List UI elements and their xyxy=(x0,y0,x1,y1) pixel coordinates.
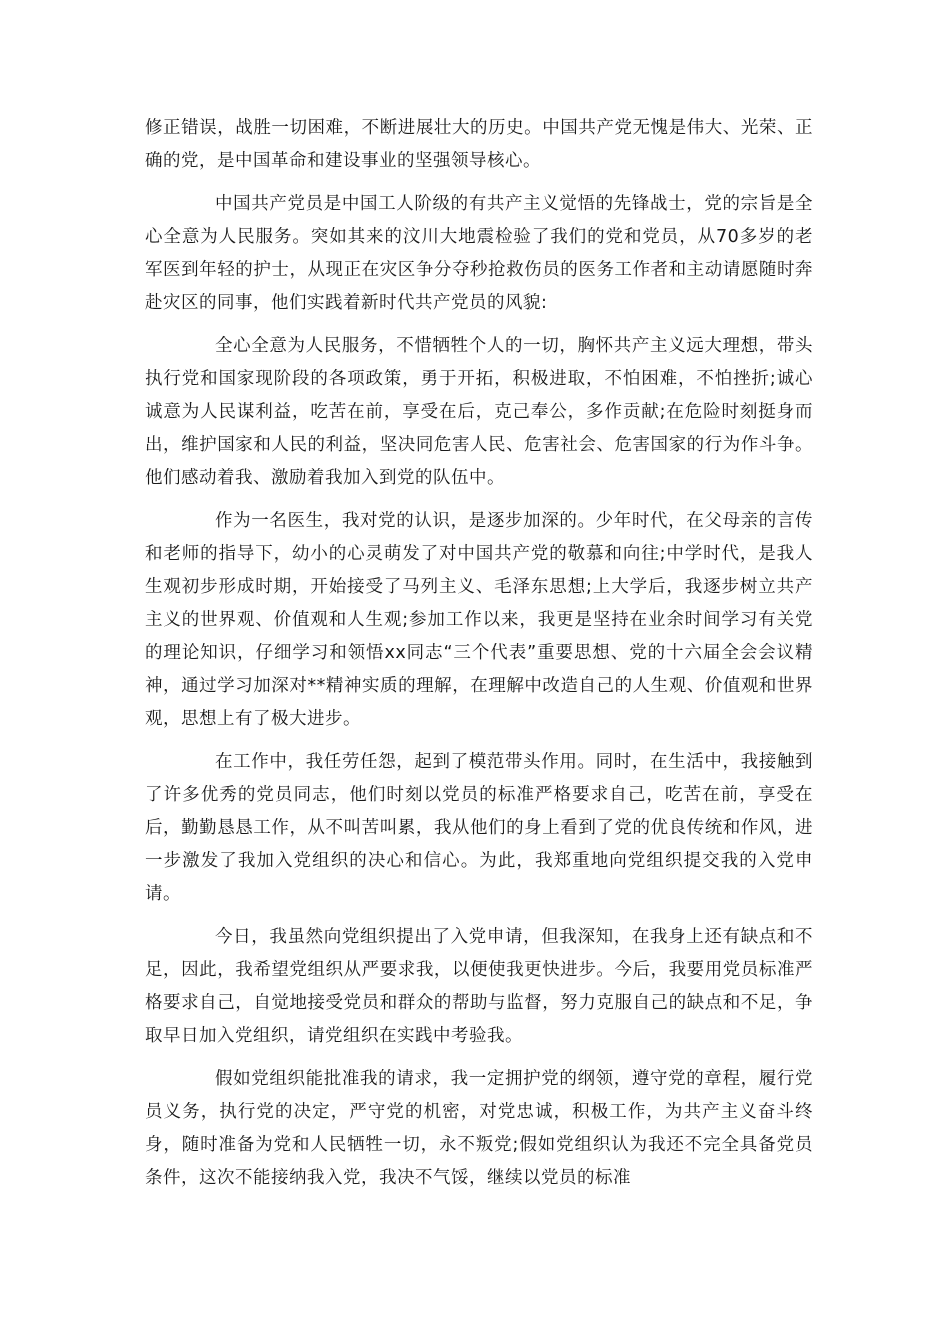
paragraph-7: 假如党组织能批准我的请求，我一定拥护党的纲领，遵守党的章程，履行党员义务，执行党的决定，严守党的机密，对党忠诚，积极工作，为共产主义奋斗终身，随时准备为党和人民牺牲一切，永不叛党;假如党组织认为我还不完全具备党员条件，这次不能接纳我入党，我决不气馁，继续以党员的标准 xyxy=(145,1069,813,1188)
paragraph-2: 中国共产党员是中国工人阶级的有共产主义觉悟的先锋战士，党的宗旨是全心全意为人民服务。突如其来的汶川大地震检验了我们的党和党员，从70多岁的老军医到年轻的护士，从现正在灾区争分夺秒抢救伤员的医务工作者和主动请愿随时奔赴灾区的同事，他们实践着新时代共产党员的风貌: xyxy=(145,194,813,313)
paragraph-6: 今日，我虽然向党组织提出了入党申请，但我深知，在我身上还有缺点和不足，因此，我希望党组织从严要求我，以便使我更快进步。今后，我要用党员标准严格要求自己，自觉地接受党员和群众的帮助与监督，努力克服自己的缺点和不足，争取早日加入党组织，请党组织在实践中考验我。 xyxy=(145,927,813,1046)
paragraph-3: 全心全意为人民服务，不惜牺牲个人的一切，胸怀共产主义远大理想，带头执行党和国家现阶段的各项政策，勇于开拓，积极进取，不怕困难，不怕挫折;诚心诚意为人民谋利益，吃苦在前，享受在后，克己奉公，多作贡献;在危险时刻挺身而出，维护国家和人民的利益，坚决同危害人民、危害社会、危害国家的行为作斗争。他们感动着我、激励着我加入到党的队伍中。 xyxy=(145,336,813,488)
paragraph-4: 作为一名医生，我对党的认识，是逐步加深的。少年时代，在父母亲的言传和老师的指导下，幼小的心灵萌发了对中国共产党的敬慕和向往;中学时代，是我人生观初步形成时期，开始接受了马列主义、毛泽东思想;上大学后，我逐步树立共产主义的世界观、价值观和人生观;参加工作以来，我更是坚持在业余时间学习有关党的理论知识，仔细学习和领悟xx同志“三个代表”重要思想、党的十六届全会会议精神，通过学习加深对**精神实质的理解，在理解中改造自己的人生观、价值观和世界观，思想上有了极大进步。 xyxy=(145,511,813,729)
paragraph-1: 修正错误，战胜一切困难，不断进展壮大的历史。中国共产党无愧是伟大、光荣、正确的党，是中国革命和建设事业的坚强领导核心。 xyxy=(145,118,813,171)
paragraph-5: 在工作中，我任劳任怨，起到了模范带头作用。同时，在生活中，我接触到了许多优秀的党员同志，他们时刻以党员的标准严格要求自己，吃苦在前，享受在后，勤勤恳恳工作，从不叫苦叫累，我从他们的身上看到了党的优良传统和作风，进一步激发了我加入党组织的决心和信心。为此，我郑重地向党组织提交我的入党申请。 xyxy=(145,752,813,904)
document-body xyxy=(145,112,813,1205)
